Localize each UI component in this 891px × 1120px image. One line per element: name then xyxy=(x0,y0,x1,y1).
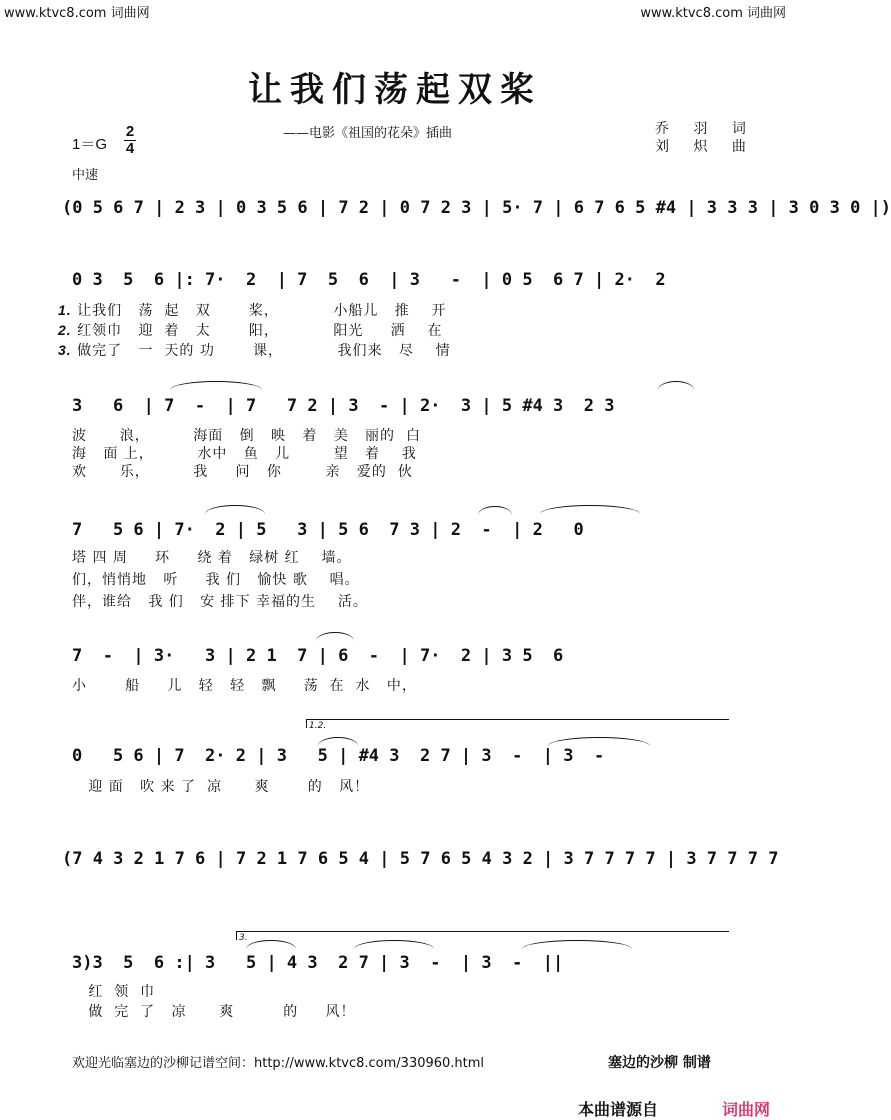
notes-row-7: 3)3 5 6 :| 3 5 | 4 3 2 7 | 3 - | 3 - || xyxy=(72,953,564,973)
notes-row-4: 7 - | 3· 3 | 2 1 7 | 6 - | 7· 2 | 3 5 6 xyxy=(72,646,564,666)
slur xyxy=(540,505,640,514)
lyrics-row-5: 迎 面 吹 来 了 凉 爽 的 风！ xyxy=(72,779,370,795)
slur xyxy=(318,737,358,746)
score-maker: 塞边的沙柳 制谱 xyxy=(608,1055,711,1071)
tempo-marking: 中速 xyxy=(72,168,99,183)
lyrics-row-3-verse-2: 们，悄悄地 听 我 们 愉快 歌 唱。 xyxy=(72,572,360,588)
notes-row-1: 0 3 5 6 |: 7· 2 | 7 5 6 | 3 - | 0 5 6 7 | 2· 2 xyxy=(72,270,666,290)
lyrics-row-3-verse-1: 塔 四 周 环 绕 着 绿树 红 墙。 xyxy=(72,550,352,566)
lyrics-row-1-verse-2: 2. 红领巾 迎 着 太 阳， 阳光 洒 在 xyxy=(58,322,443,339)
slur xyxy=(548,737,650,746)
lyrics-row-7-verse-2: 做 完 了 凉 爽 的 风！ xyxy=(72,1004,356,1020)
lyrics-row-1-verse-1: 1. 让我们 荡 起 双 桨， 小船儿 推 开 xyxy=(58,302,447,319)
time-signature-bottom: 4 xyxy=(125,140,135,157)
slur xyxy=(478,506,512,515)
notes-row-3: 7 5 6 | 7· 2 | 5 3 | 5 6 7 3 | 2 - | 2 0 xyxy=(72,520,584,540)
footer-text: 欢迎光临塞边的沙柳记谱空间：http://www.ktvc8.com/330960.html xyxy=(72,1056,485,1071)
slur xyxy=(205,505,265,514)
lyrics-row-2-verse-2: 海 面 上， 水中 鱼 儿 望 着 我 xyxy=(72,446,417,462)
watermark-left: www.ktvc8.com 词曲网 xyxy=(4,6,150,21)
slur xyxy=(354,940,434,949)
lyricist-credit: 乔 羽 词 xyxy=(655,121,756,137)
slur xyxy=(522,940,632,949)
song-subtitle: ——电影《祖国的花朵》插曲 xyxy=(283,126,453,141)
lyrics-row-7-verse-1: 红 领 巾 xyxy=(72,984,156,1000)
notes-row-2: 3 6 | 7 - | 7 7 2 | 3 - | 2· 3 | 5 #4 3 2 3 xyxy=(72,396,615,416)
notes-row-5: 0 5 6 | 7 2· 2 | 3 5 | #4 3 2 7 | 3 - | 3 - xyxy=(72,746,605,766)
lyrics-row-4: 小 船 儿 轻 轻 飘 荡 在 水 中， xyxy=(72,678,417,694)
time-signature xyxy=(124,125,136,156)
slur xyxy=(658,381,694,390)
song-title: 让我们荡起双桨 xyxy=(248,70,542,110)
lyrics-row-3-verse-3: 伴，谁给 我 们 安 排下 幸福的生 活。 xyxy=(72,594,368,610)
slur xyxy=(246,940,296,949)
slur xyxy=(316,632,354,641)
source-note: 本曲谱源自 xyxy=(578,1100,659,1119)
lyrics-row-2-verse-1: 波 浪， 海面 倒 映 着 美 丽的 白 xyxy=(72,428,421,444)
lyrics-row-2-verse-3: 欢 乐， 我 问 你 亲 爱的 伙 xyxy=(72,464,413,480)
site-logo: 词曲网 xyxy=(722,1100,771,1119)
watermark-right: www.ktvc8.com 词曲网 xyxy=(640,6,786,21)
notes-row-interlude: (7 4 3 2 1 7 6 | 7 2 1 7 6 5 4 | 5 7 6 5 4 3 2 | 3 7 7 7 7 | 3 7 7 7 7 xyxy=(62,849,779,869)
key-signature: 1＝G xyxy=(72,136,108,153)
slur xyxy=(170,381,262,390)
lyrics-row-1-verse-3: 3. 做完了 一 天的 功 课， 我们来 尽 情 xyxy=(58,342,451,359)
volta-third-ending: 3. xyxy=(236,931,729,940)
composer-credit: 刘 炽 曲 xyxy=(655,139,756,155)
time-signature-top: 2 xyxy=(125,123,135,140)
notes-row-intro: (0 5 6 7 | 2 3 | 0 3 5 6 | 7 2 | 0 7 2 3 | 5· 7 | 6 7 6 5 #4 | 3 3 3 | 3 0 3 0 |) xyxy=(62,198,891,218)
volta-first-ending: 1.2. xyxy=(306,719,729,728)
